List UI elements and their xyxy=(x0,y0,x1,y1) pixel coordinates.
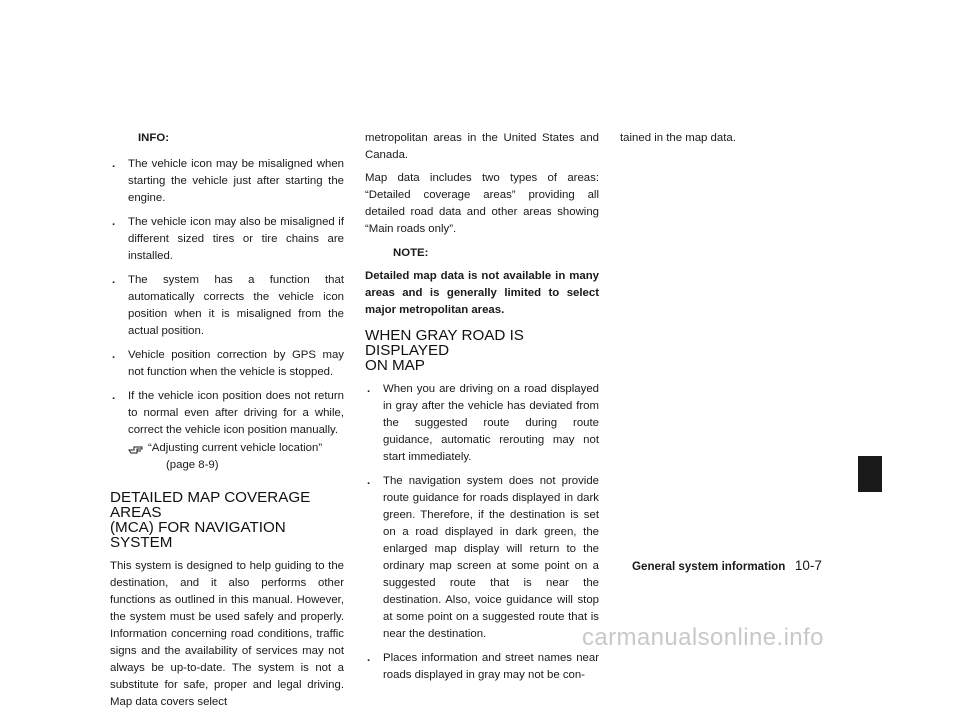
mca-paragraph: This system is designed to help guiding to the destination, and it also performs other functions as outlined in this manual. However, the system must be used safely and properly. Information concerning road conditions, traffic signs and the availability of services may not always be up-to-date. The system is not a substitute for safe, proper and legal driving. Map data covers select xyxy=(110,560,344,708)
bullet-text: The navigation system does not provide route guidance for roads displayed in dark green. Therefore, if the destination is set on a road displayed in dark green, the enlarged map display will return to the ordinary map screen at some point on a suggested route that is near the destination. Also, voice guidance will stop at some point on a suggested route that is near the destination. xyxy=(383,475,599,640)
bullet-text: When you are driving on a road displayed in gray after the vehicle has deviated from the suggested route during route guidance, automatic rerouting may not start immediately. xyxy=(383,383,599,463)
footer-section-title: General system information xyxy=(632,560,786,573)
section-tab-marker xyxy=(858,456,882,492)
page-reference xyxy=(110,440,344,474)
heading-line: WHEN GRAY ROAD IS DISPLAYED xyxy=(365,327,524,359)
section-heading-gray-road xyxy=(365,328,599,373)
bullet-dot: . xyxy=(112,216,116,228)
section-heading-mca xyxy=(110,490,344,550)
list-item xyxy=(110,214,344,265)
watermark: carmanualsonline.info xyxy=(582,624,824,651)
list-item xyxy=(110,272,344,340)
bullet-text: If the vehicle icon position does not return to normal even after driving for a while, correct the vehicle icon position manually. xyxy=(128,390,344,436)
heading-line: (MCA) FOR NAVIGATION SYSTEM xyxy=(110,519,286,551)
note-label: NOTE: xyxy=(393,247,429,259)
bullet-text: Places information and street names near roads displayed in gray may not be con- xyxy=(383,652,599,681)
column-left xyxy=(110,130,344,718)
bullet-dot: . xyxy=(367,652,371,664)
reference-page: (page 8-9) xyxy=(166,459,219,471)
list-item xyxy=(365,473,599,643)
bullet-text: Vehicle position correction by GPS may not function when the vehicle is stopped. xyxy=(128,349,344,378)
column-middle xyxy=(365,130,599,691)
heading-line: ON MAP xyxy=(365,357,425,374)
info-label: INFO: xyxy=(138,132,170,144)
gray-road-bullet-list xyxy=(365,381,599,684)
map-data-paragraph: Map data includes two types of areas: “Detailed coverage areas” providing all detailed road data and other areas showing “Main roads only”. xyxy=(365,172,599,235)
bullet-dot: . xyxy=(367,475,371,487)
reference-title: “Adjusting current vehicle location” xyxy=(148,442,323,454)
bullet-text: The system has a function that automatically corrects the vehicle icon position when it is misaligned from the actual position. xyxy=(128,274,344,337)
bullet-text: The vehicle icon may be misaligned when starting the vehicle just after starting the engine. xyxy=(128,158,344,204)
list-item xyxy=(110,347,344,381)
bullet-dot: . xyxy=(112,158,116,170)
heading-line: DETAILED MAP COVERAGE AREAS xyxy=(110,489,311,521)
list-item xyxy=(110,388,344,439)
list-item xyxy=(110,156,344,207)
bullet-dot: . xyxy=(367,383,371,395)
bullet-dot: . xyxy=(112,390,116,402)
list-item xyxy=(365,381,599,466)
list-item xyxy=(365,650,599,684)
pointing-hand-icon xyxy=(128,443,144,455)
bullet-dot: . xyxy=(112,349,116,361)
continued-paragraph: tained in the map data. xyxy=(620,132,736,144)
column-right xyxy=(620,130,854,154)
note-text: Detailed map data is not available in many areas and is generally limited to select major metropolitan areas. xyxy=(365,270,599,316)
bullet-text: The vehicle icon may also be misaligned if different sized tires or tire chains are installed. xyxy=(128,216,344,262)
page-number: 10-7 xyxy=(794,558,822,573)
coverage-paragraph: metropolitan areas in the United States and Canada. xyxy=(365,132,599,161)
info-bullet-list xyxy=(110,156,344,439)
page-footer xyxy=(632,558,822,573)
bullet-dot: . xyxy=(112,274,116,286)
